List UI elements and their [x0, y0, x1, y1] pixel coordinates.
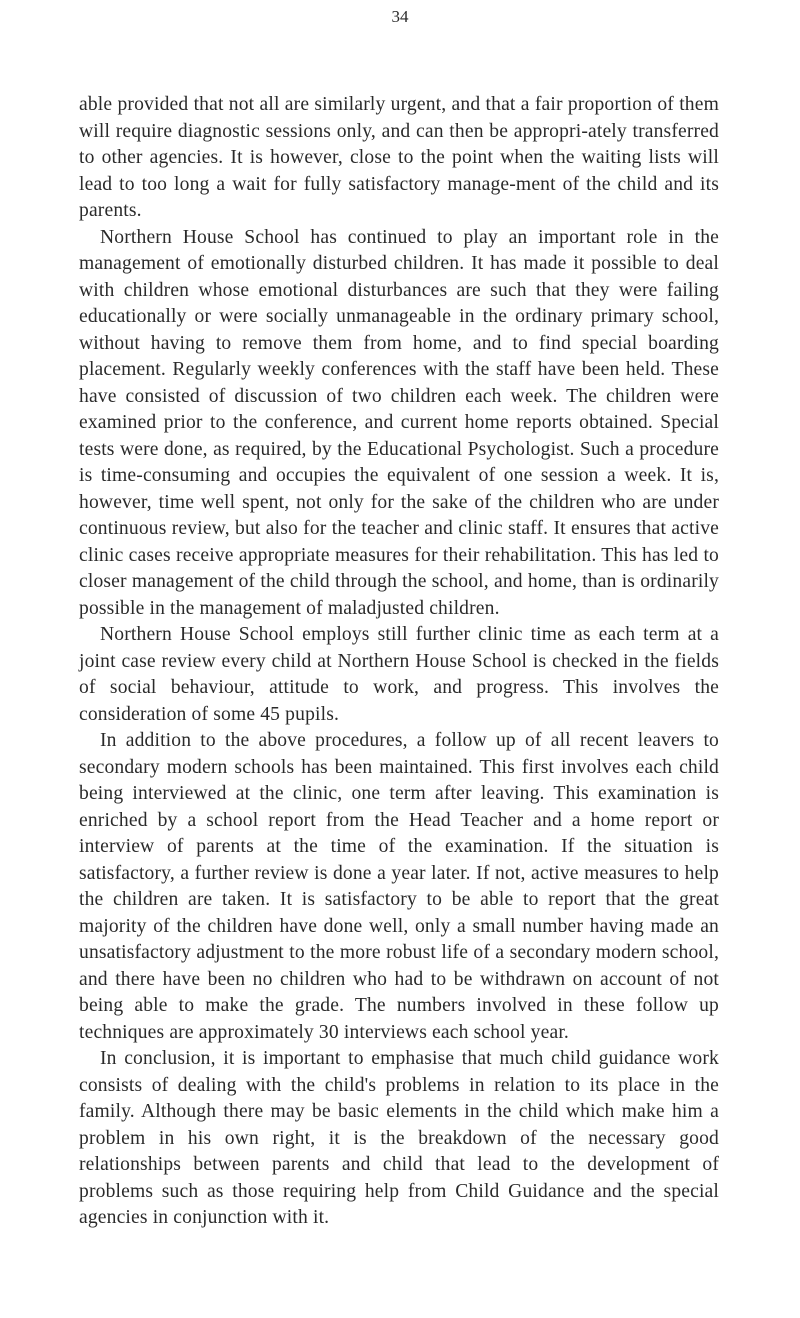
paragraph-joint-case-review: Northern House School employs still further clinic time as each term at a joint case review every child at Northern House School is checked in the fields of social behaviour, attitude to work, and progress. This involves the consideration of some 45 pupils.: [79, 624, 719, 725]
page-number: 34: [391, 7, 409, 26]
body-text: [79, 92, 719, 1232]
paragraph-northern-house-role: Northern House School has continued to play an important role in the management of emotionally disturbed children. It has made it possible to deal with children whose emotional disturbances are such that they were failing educationally or were socially unmanageable in the ordinary primary school, without having to remove them from home, and to find special boarding placement. Regularly weekly conferences with the staff have been held. These have consisted of discussion of two children each week. The children were examined prior to the conference, and current home reports obtained. Special tests were done, as required, by the Educational Psychologist. Such a procedure is time-consuming and occupies the equivalent of one session a week. It is, however, time well spent, not only for the sake of the children who are under continuous review, but also for the teacher and clinic staff. It ensures that active clinic cases receive appropriate measures for their rehabilitation. This has led to closer management of the child through the school, and home, than is ordinarily possible in the management of maladjusted children.: [79, 226, 719, 619]
paragraph-follow-up-leavers: In addition to the above procedures, a follow up of all recent leavers to secondary modern schools has been maintained. This first involves each child being interviewed at the clinic, one term after leaving. This examination is enriched by a school report from the Head Teacher and a home report or interview of parents at the time of the examination. If the situation is satisfactory, a further review is done a year later. If not, active measures to help the children are taken. It is satisfactory to be able to report that the great majority of the children have done well, only a small number having made an unsatisfactory adjustment to the more robust life of a secondary modern school, and there have been no children who had to be withdrawn on account of not being able to make the grade. The numbers involved in these follow up techniques are approximately 30 interviews each school year.: [79, 730, 719, 1043]
paragraph-continuation: able provided that not all are similarly urgent, and that a fair proportion of them will require diagnostic sessions only, and can then be appropri-ately transferred to other agencies. It is however, close to the point when the waiting lists will lead to too long a wait for fully satisfactory manage-ment of the child and its parents.: [79, 94, 719, 221]
paragraph-conclusion: In conclusion, it is important to emphasise that much child guidance work consists of dealing with the child's problems in relation to its place in the family. Although there may be basic elements in the child which make him a problem in his own right, it is the breakdown of the necessary good relationships between parents and child that lead to the development of problems such as those requiring help from Child Guidance and the special agencies in conjunction with it.: [79, 1048, 719, 1228]
